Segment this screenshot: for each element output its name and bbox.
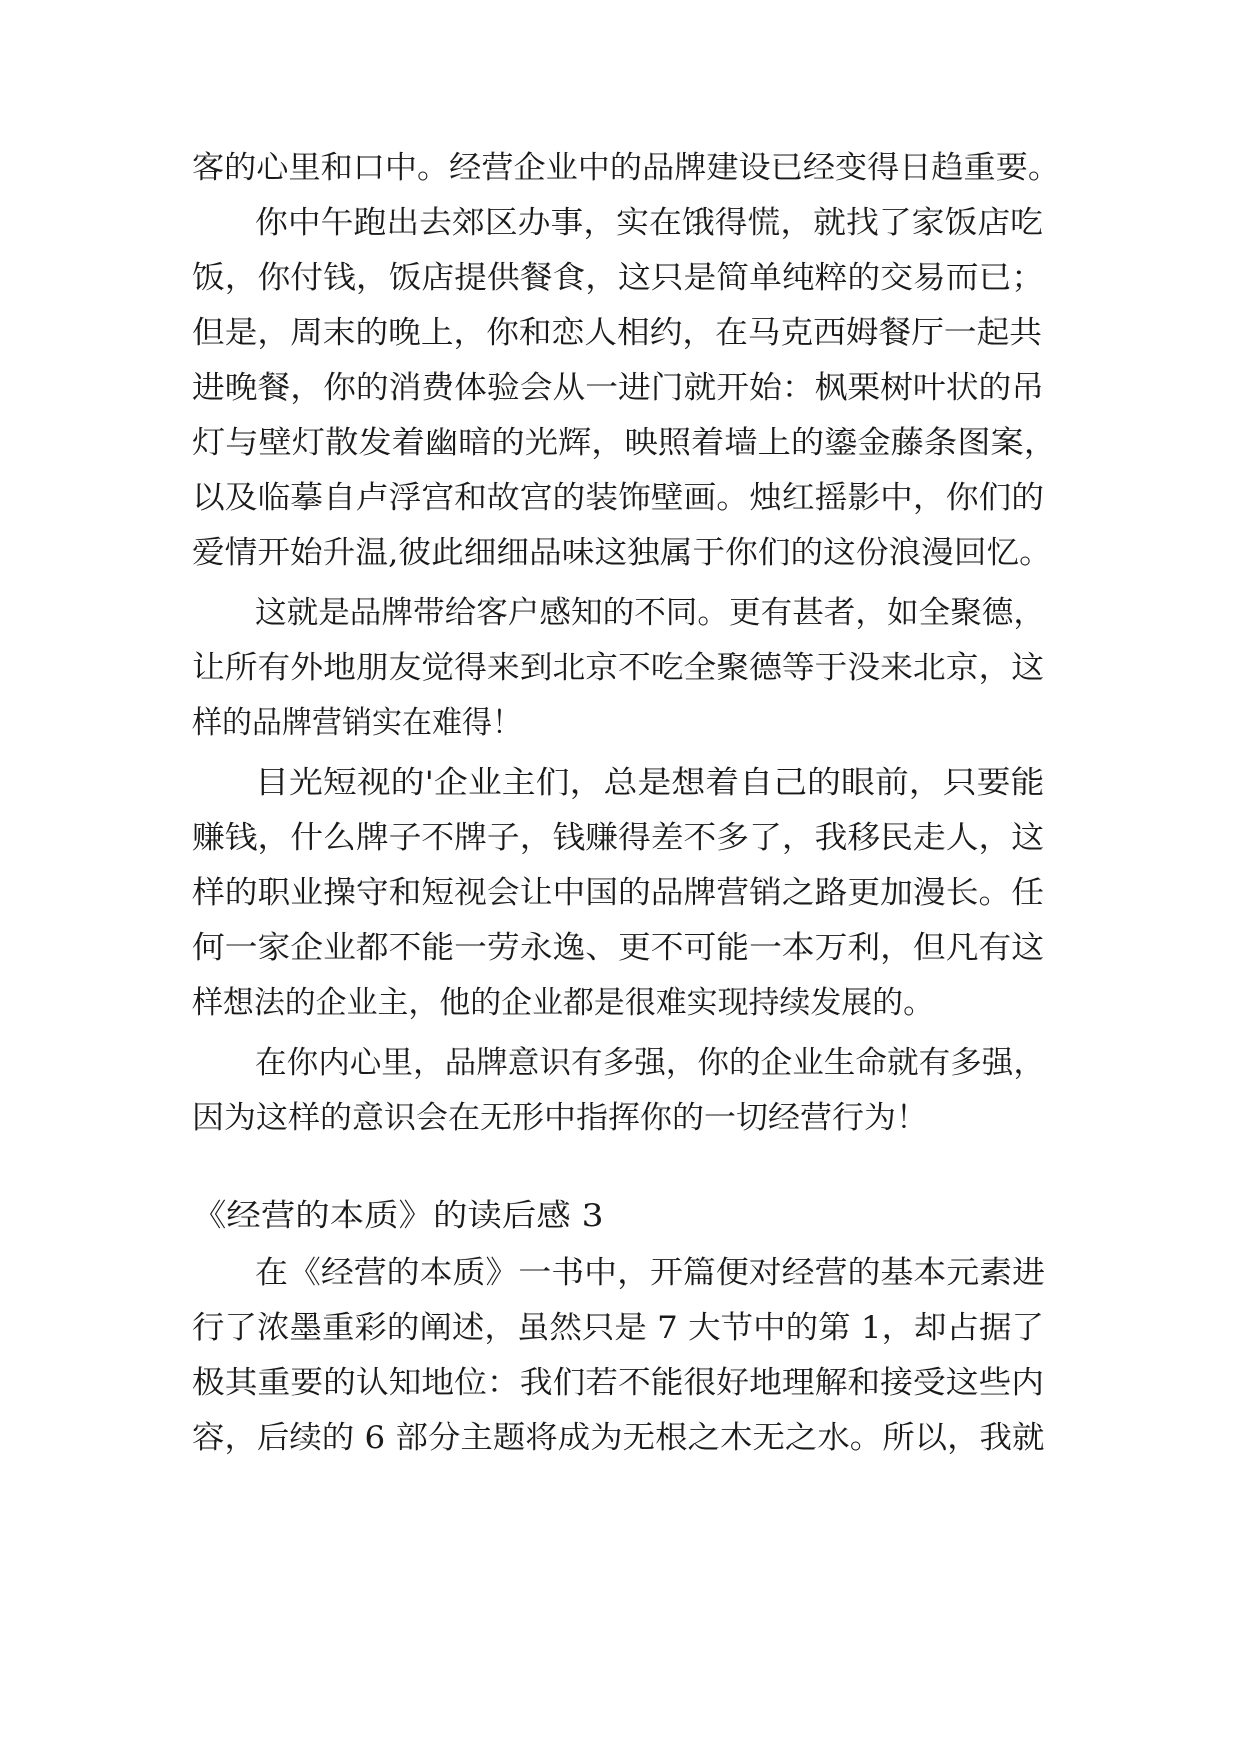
text-line: 在《经营的本质》一书中，开篇便对经营的基本元素进: [255, 1255, 1045, 1291]
text-line: 样的职业操守和短视会让中国的品牌营销之路更加漫长。任: [192, 875, 1044, 911]
text-line: 行了浓墨重彩的阐述，虽然只是 7 大节中的第 1，却占据了: [192, 1310, 1045, 1346]
text-line: 让所有外地朋友觉得来到北京不吃全聚德等于没来北京，这: [192, 650, 1044, 686]
text-line: 你中午跑出去郊区办事，实在饿得慌，就找了家饭店吃: [255, 205, 1043, 241]
text-line: 进晚餐，你的消费体验会从一进门就开始：枫栗树叶状的吊: [192, 370, 1044, 406]
text-line: 但是，周末的晚上，你和恋人相约，在马克西姆餐厅一起共: [192, 315, 1042, 351]
text-line: 样的品牌营销实在难得！: [192, 705, 522, 741]
text-line: 样想法的企业主，他的企业都是很难实现持续发展的。: [192, 985, 934, 1021]
text-line: 容，后续的 6 部分主题将成为无根之木无之水。所以，我就: [192, 1420, 1045, 1456]
text-line: 爱情开始升温,彼此细细品味这独属于你们的这份浪漫回忆。: [192, 535, 1052, 571]
text-line: 因为这样的意识会在无形中指挥你的一切经营行为！: [192, 1100, 928, 1136]
text-line: 在你内心里，品牌意识有多强，你的企业生命就有多强，: [255, 1045, 1045, 1081]
text-line: 目光短视的'企业主们，总是想着自己的眼前，只要能: [255, 765, 1045, 801]
text-line: 饭，你付钱，饭店提供餐食，这只是简单纯粹的交易而已；: [192, 260, 1044, 296]
text-line: 何一家企业都不能一劳永逸、更不可能一本万利，但凡有这: [192, 930, 1044, 966]
text-line: 赚钱，什么牌子不牌子，钱赚得差不多了，我移民走人，这: [192, 820, 1044, 856]
text-line: 客的心里和口中。经营企业中的品牌建设已经变得日趋重要。: [192, 150, 1060, 186]
text-line: 这就是品牌带给客户感知的不同。更有甚者，如全聚德，: [255, 595, 1045, 631]
text-line: 以及临摹自卢浮宫和故宫的装饰壁画。烛红摇影中，你们的: [192, 480, 1044, 516]
text-line: 极其重要的认知地位：我们若不能很好地理解和接受这些内: [192, 1365, 1044, 1401]
section-heading: 《经营的本质》的读后感 3: [192, 1198, 604, 1234]
text-line: 灯与壁灯散发着幽暗的光辉，映照着墙上的鎏金藤条图案，: [192, 425, 1057, 461]
